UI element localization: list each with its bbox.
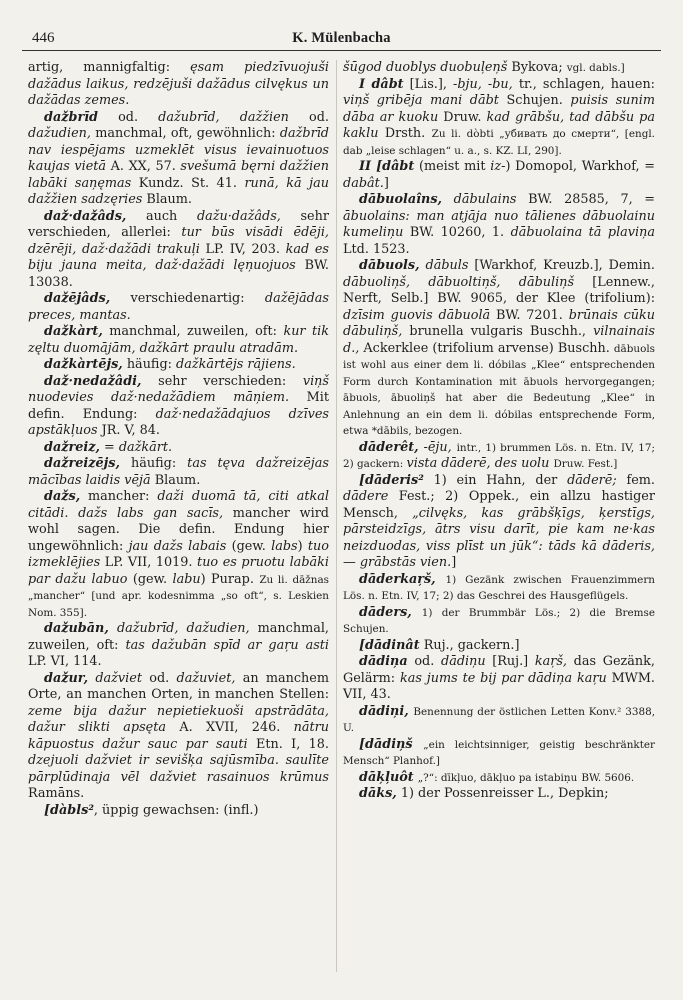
entry-headword: dažubān, <box>44 621 109 636</box>
entry-headword: dābuolaîns, <box>359 192 443 207</box>
entry-text: kad es biju jauna meita, daž·dažādi lęņuojuos <box>28 241 329 273</box>
entry-text: dādere <box>343 489 389 504</box>
entry-text: ābuolains: man atjāja nuo tālienes dābuolainu kumeliņu <box>343 208 655 240</box>
entry-text: sehr verschieden: <box>141 373 303 389</box>
entry-text: [Lennew., Nerft, Selb.] BW. 9065, der Klee (trifolium): <box>343 274 655 306</box>
dictionary-entry <box>343 737 655 770</box>
entry-text: fem. <box>616 472 655 488</box>
entry-text: iz- <box>490 159 506 174</box>
entry-text: šūgod duoblys duobuļeņš <box>343 60 508 75</box>
entry-headword: dažreiz, <box>44 439 100 455</box>
entry-text: dzīsim guovis dābuolā <box>343 307 491 323</box>
dictionary-entry <box>28 489 329 621</box>
entry-text: dažkārt. <box>118 439 173 455</box>
dictionary-entry <box>343 786 655 803</box>
entry-text: Ramāns. <box>28 786 85 801</box>
entry-text: sehr verschieden, allerlei: <box>28 208 329 240</box>
entry-text: = <box>99 439 119 455</box>
dictionary-entry <box>28 357 329 374</box>
page-number: 446 <box>32 30 55 46</box>
entry-text: 1) der Possenreisser L., Depkin; <box>396 786 609 801</box>
entry-text: zeme bija dažur nepietiekuoši apstrādāta, dažur slikti apsęta <box>28 703 329 735</box>
entry-text: [Ruj.] <box>485 654 535 669</box>
entry-text: Drsth. <box>378 126 432 141</box>
entry-text: [Lis.], <box>403 76 454 92</box>
entry-text: BW. 13038. <box>28 258 329 290</box>
entry-text: dažkārtējs rājiens. <box>176 357 296 372</box>
entry-text: tuo izmeklējies <box>28 538 329 570</box>
entry-text: A. XVII, 246. <box>166 720 294 735</box>
dictionary-entry <box>343 770 655 787</box>
entry-text: Fest.; 2) Oppek., ein allzu hastiger Mensch, <box>343 489 655 521</box>
entry-text: vgl. dabls.] <box>566 62 625 74</box>
entry-text: Ackerklee (trifolium arvense) Buschh. <box>359 340 614 356</box>
entry-text: -bju, -bu, <box>453 76 513 92</box>
entry-text: dābulains <box>453 192 517 207</box>
entry-text: ) Purap. <box>200 571 260 587</box>
entry-headword: dāderkaŗš, <box>359 571 436 587</box>
entry-text: MWM. VII, 43. <box>343 670 656 702</box>
entry-headword: dažējâds, <box>44 291 111 306</box>
right-column <box>343 60 655 803</box>
entry-text: mancher: <box>80 489 158 504</box>
dictionary-entry <box>28 440 329 457</box>
entry-text: od. <box>288 109 329 125</box>
entry-text: (gew. <box>226 538 272 554</box>
entry-text: intr., 1) brummen Lös. n. Etn. IV, 17; 2) gackern: <box>343 441 655 470</box>
entry-text: ) Domopol, Warkhof, = <box>505 159 655 174</box>
entry-text: labs <box>271 538 298 554</box>
dictionary-entry <box>343 60 655 77</box>
entry-text: od. <box>98 109 159 125</box>
entry-text: viņš nuodevies daž·nedažādiem māņiem. <box>28 373 329 405</box>
entry-text: kad grābšu, tad dābšu pa kaklu <box>343 109 655 141</box>
entry-text: , üppig gewachsen: (infl.) <box>93 802 259 818</box>
dictionary-entry <box>28 209 329 292</box>
entry-text: dažuviet, <box>176 670 236 686</box>
entry-text: dābuols ist wohl aus einer dem li. dóbilas „Klee“ entsprechenden Form durch Kontamination mit ābuols hervorgegangen; ābuols, ābuoliņš hat aber die Bedeutung „Klee“ in Anlehnung an ein dem li. dóbilas entsprechende Form, etwa *dābils, bezogen. <box>343 342 655 437</box>
entry-headword: daž·dažâds, <box>44 208 127 224</box>
dictionary-entry <box>28 60 329 110</box>
dictionary-entry <box>28 671 329 803</box>
entry-text: manchmal, zuweilen, oft: <box>102 324 284 339</box>
entry-text: Zu li. dòbti „убивать до смерти“, [engl. dab „leise schlagen“ u. a., s. KZ. LI, 290]. <box>343 128 655 157</box>
entry-headword: dažbrīd <box>44 109 99 125</box>
entry-headword: dāders, <box>359 604 412 620</box>
entry-text: Etn. I, 18. <box>247 736 329 752</box>
dictionary-entry <box>28 110 329 209</box>
entry-text: Kundz. St. 41. <box>131 175 245 191</box>
entry-text: Mit defin. Endung: <box>28 390 329 422</box>
entry-headword: dažs, <box>44 489 81 504</box>
entry-text: kaŗš, <box>534 654 567 669</box>
entry-headword: dāķļuôt <box>359 769 414 785</box>
column-divider <box>336 60 337 972</box>
dictionary-entry <box>343 572 655 605</box>
dictionary-entry <box>343 159 655 192</box>
entry-text: BW. 7201. <box>490 307 569 323</box>
entry-headword: [dàbls <box>44 802 89 818</box>
dictionary-entry <box>343 192 655 258</box>
entry-text: dažu·dažâds, <box>196 208 281 224</box>
entry-headword: ² <box>88 802 94 818</box>
entry-text: dādiņu <box>441 654 486 669</box>
entry-headword: II [dâbt <box>359 159 415 174</box>
entry-text: svešumā bęrni dažžien labāki saņęmas <box>28 159 329 191</box>
dictionary-entry <box>343 605 655 638</box>
entry-text: LP. VI, 114. <box>28 654 102 669</box>
entry-text: dažbrīd nav iespējams uzmeklēt visus ievainuotuos kaujas vietā <box>28 126 329 174</box>
entry-text: Ltd. 1523. <box>343 241 410 257</box>
dictionary-entry <box>28 374 329 440</box>
page-header <box>22 18 661 51</box>
entry-text: Bykova; <box>507 60 567 75</box>
entry-text: Schujen. <box>498 93 571 108</box>
dictionary-entry <box>28 291 329 324</box>
entry-text: an manchem Orte, an manchen Orten, in manchen Stellen: <box>28 670 329 702</box>
entry-text: runā, kā jau dažžien sadzęries <box>28 175 329 207</box>
entry-text: vilnainais d., <box>343 324 655 356</box>
entry-text: (gew. <box>127 571 173 587</box>
entry-text: tuo es pruotu labāki par dažu labuo <box>28 555 329 587</box>
entry-text: dzejuoli dažviet ir sevišķa sajūsmība. saulīte pārplūdinaja vēl dažviet rasainuos krūmus <box>28 753 329 785</box>
entry-headword: dažkàrtējs, <box>44 357 123 372</box>
entry-text: 1) ein Hahn, der <box>423 472 568 488</box>
entry-text: dāderē; <box>567 472 617 488</box>
entry-text: ęsam piedzīvuojuši dažādus laikus, redzējuši dažādus cilvękus un dažādas zemes. <box>28 60 330 108</box>
entry-text: dābuoliņš, dābuoltiņš, dābuliņš <box>343 274 575 290</box>
entry-headword: daž·nedažâdi, <box>44 373 142 389</box>
entry-text: „ein leichtsinniger, geistig beschränkter Mensch“ Planhof.] <box>343 738 655 767</box>
entry-text: manchmal, zuweilen, oft: <box>28 621 329 653</box>
entry-text: 1) der Brummbär Lös.; 2) die Bremse Schujen. <box>343 606 655 635</box>
entry-text: häufig: <box>122 357 177 372</box>
entry-text: od. <box>407 654 441 669</box>
entry-text: dažubrīd, dažžien <box>158 109 289 125</box>
entry-text: nātru kāpuostus dažur sauc par sauti <box>28 720 329 752</box>
entry-text: das Gezänk, Gelärm: <box>343 654 655 686</box>
entry-text: ) <box>297 538 308 554</box>
entry-text <box>436 572 446 587</box>
entry-text: „cilvęks, kas grābšķīgs, ķerstīgs, pārsteidzīgs, ātrs visu darīt, pie kam ne·kas neizduodas, viss plīst un jūk“: tāds kā dāderis, — grābstās vien. <box>343 505 655 570</box>
entry-text <box>412 605 422 620</box>
entry-text: Benennung der östlichen Letten Konv.² 3388, U. <box>343 705 655 734</box>
entry-text: daž·nedažādajuos dzīves apstākļuos <box>28 406 329 438</box>
entry-text: -ēju, <box>423 439 452 455</box>
entry-text <box>109 621 117 636</box>
dictionary-entry <box>28 803 329 820</box>
running-title: K. Mülenbacha <box>292 30 391 46</box>
entry-text: manchmal, oft, gewöhnlich: <box>90 126 280 141</box>
dictionary-entry <box>343 77 655 160</box>
dictionary-entry <box>343 704 655 737</box>
entry-text: LP. IV, 203. <box>199 241 286 257</box>
entry-text: brūnais cūku dābuliņš, <box>343 307 655 339</box>
entry-text: (meist mit <box>414 159 491 174</box>
entry-text: „?“: dīkļuo, dākļuo pa istabiņu <box>417 771 578 784</box>
entry-text: dābuolaina tā plaviņa <box>510 225 655 240</box>
entry-text: LP. VII, 1019. <box>100 555 198 570</box>
entry-text: dābuls <box>425 258 469 273</box>
dictionary-entry <box>28 324 329 357</box>
entry-text: tas dažubān spīd ar gaŗu asti <box>125 637 329 653</box>
entry-text: brunella vulgaris Buschh., <box>402 324 594 339</box>
entry-text: A. XX, 57. <box>106 159 181 174</box>
entry-text: daži duomā tā, citi atkal citādi. dažs labs gan sacīs, <box>28 489 329 521</box>
entry-text: dažviet <box>95 670 142 686</box>
entry-headword: dažreizējs, <box>44 456 120 471</box>
dictionary-entry <box>28 456 329 489</box>
entry-text: kas jums te bij par dādiņa kaŗu <box>399 670 607 686</box>
entry-text: JR. V, 84. <box>97 423 160 438</box>
entry-text: vista dāderē, des uolu <box>406 456 550 471</box>
entry-text: dažudien, <box>28 126 91 141</box>
entry-text: verschiedenartig: <box>110 291 265 306</box>
entry-text <box>413 737 424 752</box>
dictionary-entry <box>343 654 655 704</box>
entry-text: [Warkhof, Kreuzb.], Demin. <box>468 258 655 273</box>
entry-text: kur tik zęltu duomājām, dažkārt praulu atradām. <box>28 324 329 356</box>
entry-text <box>442 192 454 207</box>
entry-text: Druw. Fest.] <box>553 458 618 470</box>
entry-text: tas tęva dažreizējas mācības laidis vējā <box>28 456 329 488</box>
entry-text: tur būs visādi ēdēji, dzērēji, daž·dažādi trakuļi <box>28 225 329 257</box>
entry-text: Zu li. dāžnas „mancher“ [und apr. kodesnimma „so oft“, s. Leskien Nom. 355]. <box>28 573 329 619</box>
dictionary-entry <box>343 258 655 440</box>
entry-text: ] <box>383 175 389 191</box>
left-column <box>28 60 329 819</box>
entry-text: puisis sunim dāba ar kuoku <box>343 93 655 125</box>
entry-headword: dažkàrt, <box>44 324 103 339</box>
entry-headword: dāks, <box>359 786 397 801</box>
entry-text: tr., schlagen, hauen: <box>512 76 655 92</box>
entry-headword: dāderêt, <box>359 439 419 455</box>
entry-headword: [dādinât <box>359 637 420 653</box>
entry-headword: ² <box>418 472 424 488</box>
entry-text: dabât. <box>343 175 384 191</box>
dictionary-entry <box>343 440 655 473</box>
entry-text: viņš gribēja mani dābt <box>343 93 499 108</box>
entry-text: od. <box>141 670 177 686</box>
entry-text: artig, mannigfaltig: <box>28 60 191 75</box>
dictionary-entry <box>343 473 655 572</box>
entry-text: Ruj., gackern.] <box>419 637 520 653</box>
entry-text: 1) Gezänk zwischen Frauenzimmern Lös. n. Etn. IV, 17; 2) das Geschrei des Hausgeflügels. <box>343 573 655 602</box>
entry-text: BW. 10260, 1. <box>403 225 511 240</box>
entry-text: auch <box>126 208 197 224</box>
entry-text: häufig: <box>119 456 188 471</box>
entry-text: labu <box>172 571 201 587</box>
entry-text: BW. 28585, 7, = <box>516 192 655 207</box>
entry-text: Blaum. <box>150 472 201 488</box>
entry-headword: dādiņa <box>359 654 408 669</box>
entry-headword: [dāderis <box>359 472 419 488</box>
entry-text: dažējādas preces, mantas. <box>28 291 329 323</box>
entry-text: Druw. <box>438 109 487 125</box>
entry-text: BW. 5606. <box>581 771 635 784</box>
entry-text: Blaum. <box>142 192 192 207</box>
entry-headword: [dādiņš <box>359 736 413 752</box>
entry-headword: I dâbt <box>359 76 404 92</box>
entry-text: mancher wird wohl sagen. Die defin. Endung hier ungewöhnlich: <box>28 505 329 554</box>
dictionary-entry <box>343 638 655 655</box>
entry-text: jau dažs labais <box>128 538 227 554</box>
entry-headword: dādiņi, <box>359 703 409 719</box>
dictionary-entry <box>28 621 329 671</box>
entry-text: dažubrīd, dažudien, <box>116 621 250 636</box>
entry-headword: dābuols, <box>359 258 420 273</box>
entry-text: ] <box>451 555 457 570</box>
entry-headword: dažur, <box>44 670 89 686</box>
